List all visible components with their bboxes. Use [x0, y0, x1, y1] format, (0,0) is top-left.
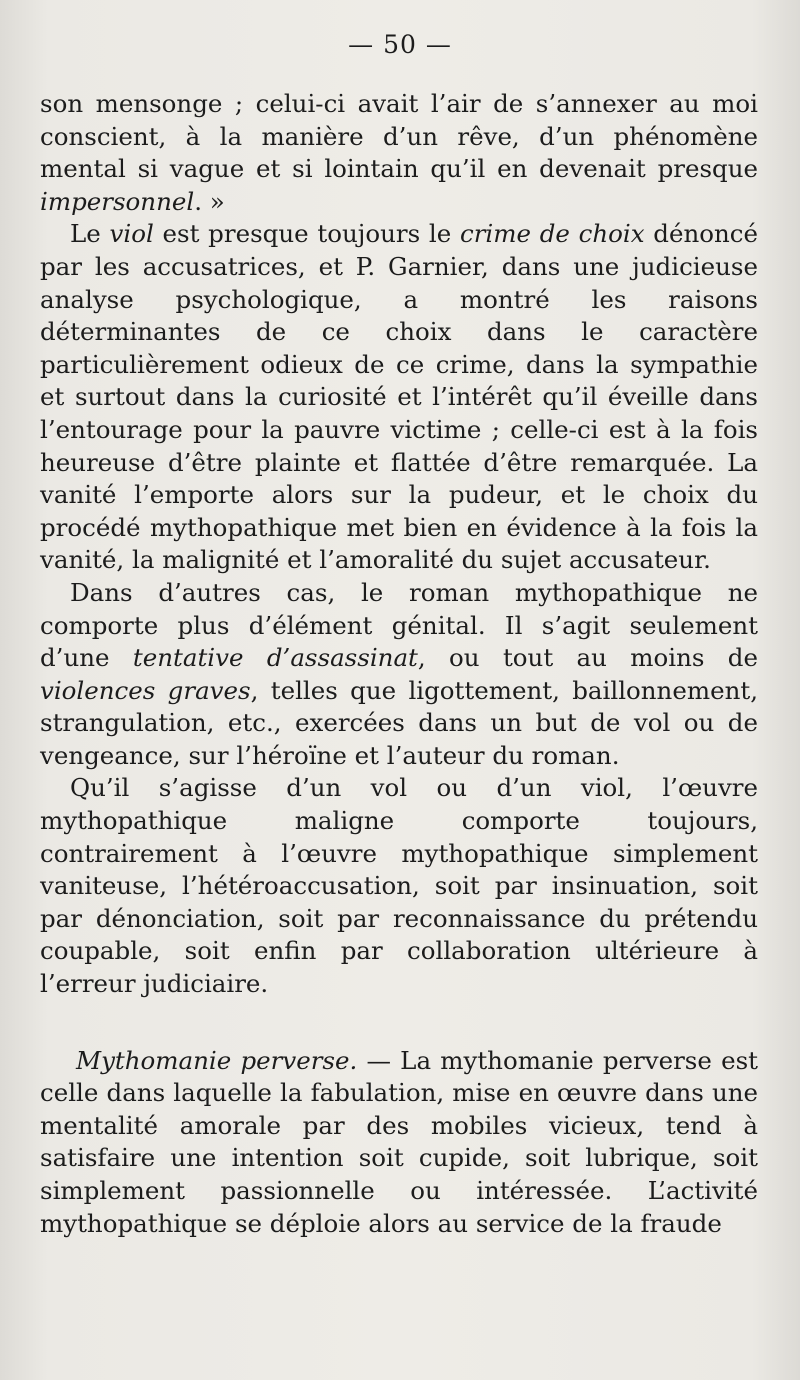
body-text: [40, 88, 758, 1240]
paragraph-4: [40, 772, 758, 1000]
text-segment: , ou tout au moins de: [417, 643, 758, 673]
text-segment: son mensonge ; celui-ci avait l’air de s’annexer au moi conscient, à la manière d’un rêve, d’un phénomène mental si vague et si lointain qu’il en devenait presque: [40, 89, 758, 184]
text-segment: — La mythomanie perverse est celle dans laquelle la fabulation, mise en œuvre dans une mentalité amorale par des mobiles vicieux, tend à satisfaire une intention soit cupide, soit lubrique, soit simplement passionnelle ou intéressée. L’activité mythopathique se déploie alors au service de la fraude: [40, 1045, 758, 1238]
text-segment: . »: [194, 186, 225, 216]
paragraph-2: [40, 218, 758, 577]
italic-term: impersonnel: [40, 186, 195, 216]
italic-term: viol: [109, 219, 154, 249]
italic-term: violences graves: [40, 675, 251, 705]
text-segment: , telles que ligottement, baillonnement, strangulation, etc., exercées dans un but de vol ou de vengeance, sur l’héroïne et l’auteur du roman.: [40, 675, 758, 770]
page-number: — 50 —: [348, 30, 452, 59]
italic-term: tentative d’assassinat: [132, 643, 418, 673]
text-segment: Dans d’autres cas, le roman mythopathique ne comporte plus d’élément génital. Il s’agit seulement d’une: [40, 577, 758, 673]
text-segment: Qu’il s’agisse d’un vol ou d’un viol, l’œuvre mythopathique maligne comporte toujours, contrairement à l’œuvre mythopathique simplement vaniteuse, l’hétéroaccusation, soit par insinuation, soit par dénonciation, soit par reconnaissance du prétendu coupable, soit enfin par collaboration ultérieure à l’erreur judiciaire.: [40, 773, 758, 999]
text-segment: est presque toujours le: [153, 219, 460, 249]
text-segment: dénoncé par les accusatrices, et P. Garnier, dans une judicieuse analyse psychologique, a montré les raisons déterminantes de ce choix dans le caractère particulièrement odieux de ce crime, dans la sympathie et surtout dans la curiosité et l’intérêt qu’il éveille dans l’entourage pour la pauvre victime ; celle-ci est à la fois heureuse d’être plainte et flattée d’être remarquée. La vanité l’emporte alors sur la pudeur, et le choix du procédé mythopathique met bien en évidence à la fois la vanité, la malignité et l’amoralité du sujet accusateur.: [40, 219, 759, 575]
paragraph-3: [40, 577, 758, 773]
paragraph-1: [40, 88, 758, 218]
paragraph-5-section-mythomanie-perverse: [40, 1045, 758, 1241]
italic-term: crime de choix: [459, 219, 645, 249]
text-segment: Le: [70, 219, 110, 249]
section-heading: Mythomanie perverse.: [76, 1045, 358, 1075]
